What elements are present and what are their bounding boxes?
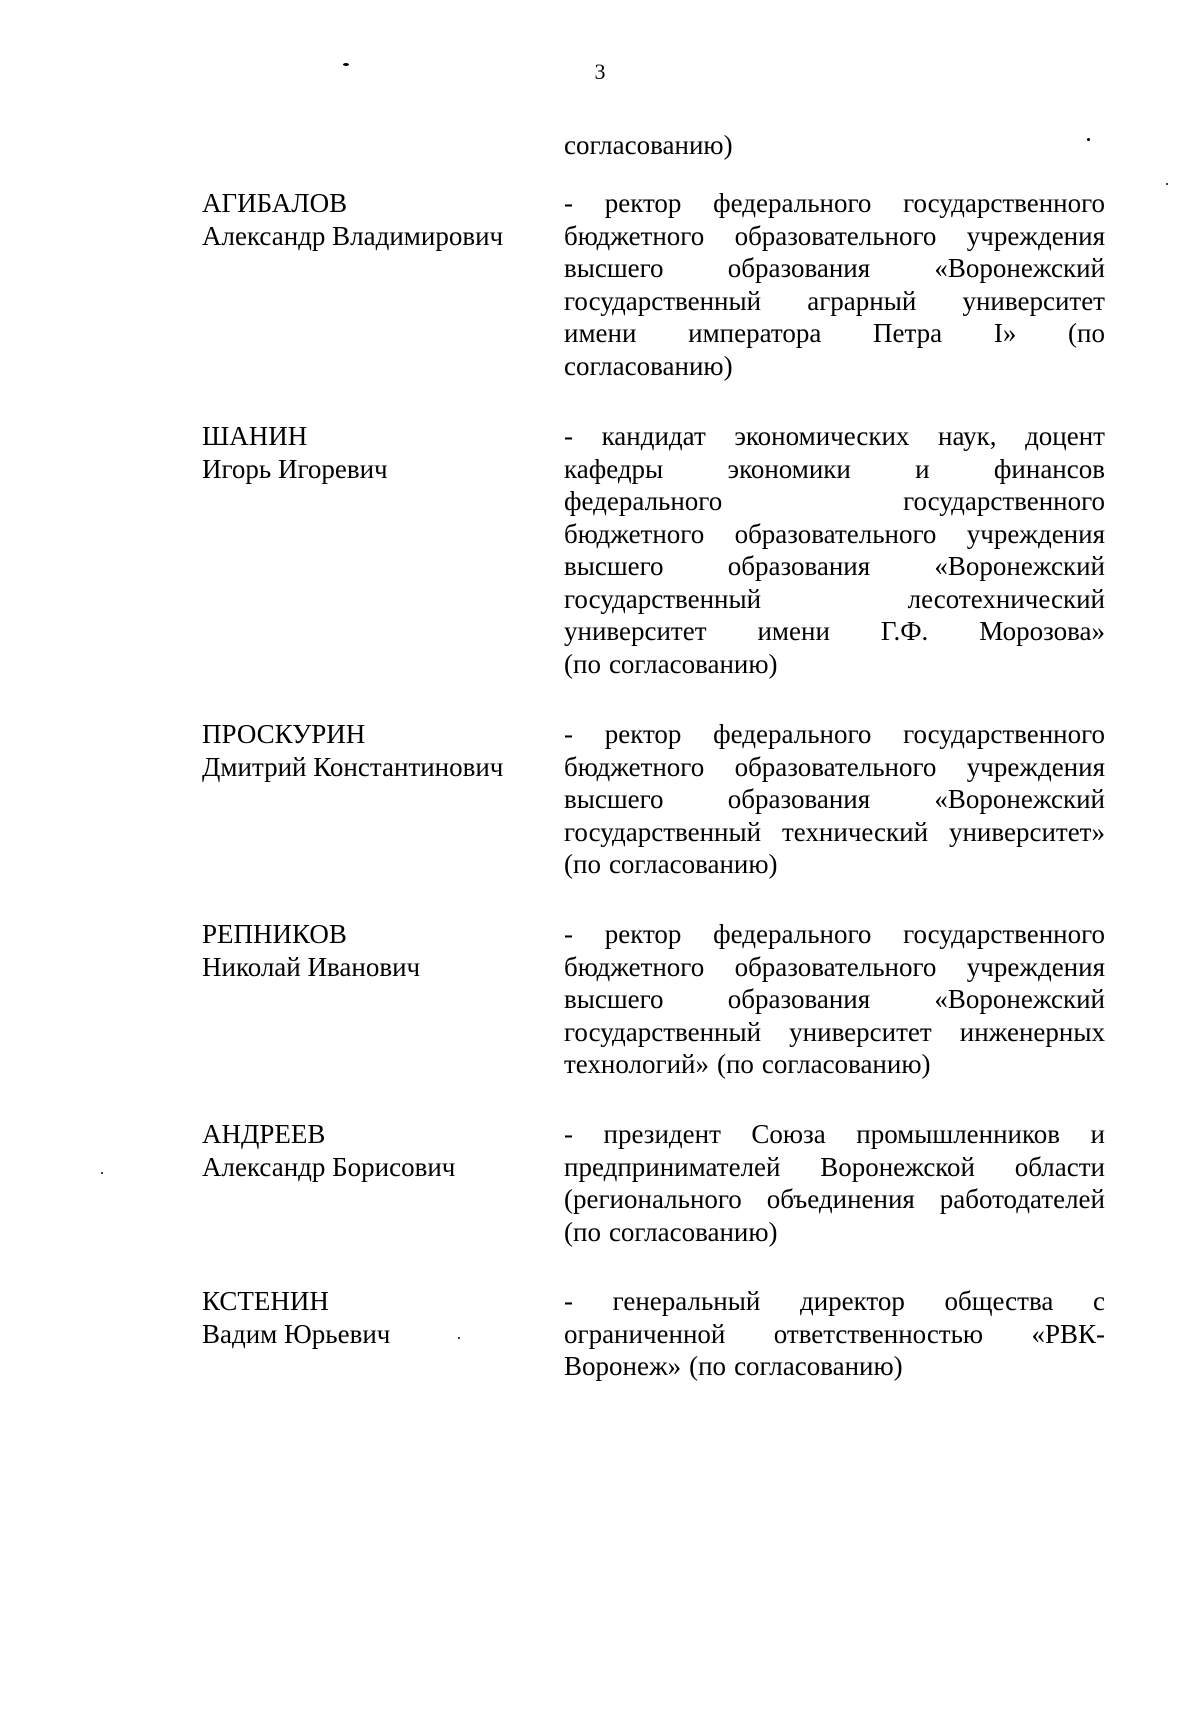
member-name: [202, 1285, 542, 1350]
position-word: технический: [782, 816, 929, 847]
position-word: -: [564, 719, 573, 749]
position-word: ректор: [604, 719, 682, 749]
position-word: бюджетного: [564, 951, 705, 982]
position-word: государственный: [564, 816, 762, 847]
position-word: государственный: [564, 1016, 762, 1047]
member-position: [564, 187, 1105, 382]
position-line: [564, 1216, 1105, 1249]
position-word: аграрный: [807, 285, 917, 316]
position-word: (по: [564, 849, 601, 879]
position-word: государственного: [903, 719, 1105, 749]
position-word: университет: [789, 1016, 932, 1047]
position-word: генеральный: [612, 1286, 761, 1316]
position-line: [564, 918, 1105, 951]
position-line: [564, 983, 1105, 1016]
position-word: доцент: [1025, 421, 1105, 451]
position-word: высшего: [564, 551, 664, 581]
member-surname: АГИБАЛОВ: [202, 188, 348, 218]
position-word: (по: [716, 1049, 754, 1079]
member-given-names: Игорь Игоревич: [202, 453, 388, 484]
member-position: [564, 1118, 1105, 1248]
position-word: образовательного: [734, 951, 937, 982]
position-word: имени: [564, 318, 637, 348]
position-word: федерального: [713, 188, 872, 218]
member-name: [202, 420, 542, 485]
position-word: (по: [564, 1216, 601, 1247]
position-word: университет: [962, 285, 1105, 316]
position-word: согласованию): [761, 1049, 931, 1079]
position-word: имени: [757, 616, 830, 646]
scan-speck: [343, 63, 349, 66]
position-word: с: [1092, 1286, 1105, 1316]
member-given-names: Александр Владимирович: [202, 220, 504, 251]
position-word: учреждения: [966, 951, 1105, 982]
scan-speck: [1166, 183, 1168, 185]
position-word: I»: [993, 318, 1017, 348]
position-word: -: [564, 1286, 573, 1316]
position-word: экономики: [727, 453, 851, 484]
member-position: [564, 718, 1105, 881]
position-line: [564, 783, 1105, 816]
position-line: [564, 317, 1105, 350]
position-word: «РВК-: [1031, 1318, 1105, 1349]
position-line: [564, 615, 1105, 648]
position-word: государственный: [564, 285, 762, 316]
position-word: «Воронежский: [934, 551, 1105, 581]
position-word: «Воронежский: [934, 784, 1105, 814]
position-word: -: [564, 421, 573, 451]
position-line: [564, 583, 1105, 616]
position-word: образовательного: [734, 751, 937, 782]
position-line: [564, 187, 1105, 220]
member-given-names: Дмитрий Константинович: [202, 751, 504, 782]
position-word: согласованию): [564, 350, 733, 381]
position-line: [564, 1016, 1105, 1049]
position-word: (по: [1068, 318, 1105, 348]
position-word: предпринимателей: [564, 1151, 781, 1182]
position-line: [564, 1183, 1105, 1216]
member-surname: ШАНИН: [202, 421, 308, 451]
member-given-names: Вадим Юрьевич: [202, 1318, 391, 1349]
member-name: [202, 1118, 542, 1183]
position-word: образовательного: [734, 518, 937, 549]
position-word: инженерных: [959, 1016, 1105, 1047]
position-word: ограниченной: [564, 1318, 726, 1349]
continuation-text: согласованию): [564, 130, 733, 160]
scan-speck: [458, 1337, 460, 1339]
position-line: [564, 453, 1105, 486]
position-word: учреждения: [966, 518, 1105, 549]
position-word: -: [564, 188, 573, 218]
position-word: федерального: [564, 486, 723, 516]
position-word: работодателей: [939, 1184, 1105, 1214]
position-word: экономических: [734, 421, 910, 451]
position-word: лесотехнический: [907, 583, 1105, 614]
position-line: [564, 648, 1105, 681]
position-line: [564, 718, 1105, 751]
position-word: финансов: [993, 453, 1105, 484]
position-word: и: [915, 453, 930, 484]
position-word: согласованию): [734, 1351, 903, 1381]
position-word: бюджетного: [564, 220, 705, 251]
position-line: [564, 848, 1105, 881]
member-surname: ПРОСКУРИН: [202, 719, 366, 749]
member-position: [564, 420, 1105, 680]
position-word: бюджетного: [564, 518, 705, 549]
position-word: -: [564, 919, 573, 949]
position-word: согласованию): [608, 648, 778, 679]
position-word: бюджетного: [564, 751, 705, 782]
position-line: [564, 350, 1105, 383]
position-word: кафедры: [564, 453, 664, 484]
position-word: (по: [564, 648, 601, 679]
position-word: образования: [727, 984, 871, 1014]
position-word: согласованию): [608, 849, 778, 879]
position-word: и: [1090, 1119, 1105, 1149]
position-line: [564, 751, 1105, 784]
position-line: [564, 420, 1105, 453]
position-word: государственного: [903, 486, 1105, 516]
member-surname: РЕПНИКОВ: [202, 919, 347, 949]
position-word: государственный: [564, 583, 762, 614]
position-word: императора: [688, 318, 822, 348]
position-word: высшего: [564, 984, 664, 1014]
position-word: объединения: [766, 1184, 915, 1214]
position-line: [564, 518, 1105, 551]
position-word: промышленников: [856, 1119, 1061, 1149]
position-word: (по: [689, 1351, 727, 1381]
position-word: наук,: [938, 421, 997, 451]
page-number: 3: [594, 59, 606, 84]
position-word: «Воронежский: [934, 253, 1105, 283]
position-word: учреждения: [966, 220, 1105, 251]
position-word: образования: [727, 551, 871, 581]
position-word: федерального: [713, 919, 872, 949]
position-line: [564, 285, 1105, 318]
member-surname: КСТЕНИН: [202, 1286, 329, 1316]
position-word: ректор: [604, 188, 682, 218]
position-word: ректор: [604, 919, 682, 949]
position-word: образования: [727, 784, 871, 814]
position-word: Г.Ф.: [880, 616, 929, 646]
member-position: [564, 918, 1105, 1081]
position-word: образовательного: [734, 220, 937, 251]
position-line: [564, 550, 1105, 583]
position-word: Морозова»: [979, 616, 1105, 646]
position-word: университет: [564, 616, 707, 646]
position-line: [564, 951, 1105, 984]
member-given-names: Александр Борисович: [202, 1151, 456, 1182]
scan-speck: [1087, 138, 1090, 141]
position-word: государственного: [903, 919, 1105, 949]
position-word: ответственностью: [773, 1318, 984, 1349]
position-line: [564, 1048, 1105, 1081]
position-word: учреждения: [966, 751, 1105, 782]
position-line: [564, 220, 1105, 253]
position-line: [564, 1118, 1105, 1151]
position-word: технологий»: [564, 1049, 709, 1079]
position-word: согласованию): [608, 1216, 778, 1247]
scan-speck: [101, 1172, 103, 1174]
position-line: [564, 1151, 1105, 1184]
member-surname: АНДРЕЕВ: [202, 1119, 326, 1149]
position-word: образования: [727, 253, 871, 283]
position-word: университет»: [948, 816, 1105, 847]
position-word: федерального: [713, 719, 872, 749]
position-word: директор: [799, 1286, 905, 1316]
position-word: (регионального: [564, 1184, 742, 1214]
position-word: -: [564, 1119, 573, 1149]
position-word: Воронеж»: [564, 1351, 682, 1381]
position-word: президент: [603, 1119, 721, 1149]
position-word: Воронежской: [820, 1151, 976, 1182]
position-word: Союза: [751, 1119, 826, 1149]
member-name: [202, 918, 542, 983]
member-name: [202, 718, 542, 783]
position-line: [564, 1285, 1105, 1318]
position-line: [564, 485, 1105, 518]
position-line: [564, 252, 1105, 285]
position-word: кандидат: [601, 421, 706, 451]
position-word: «Воронежский: [934, 984, 1105, 1014]
position-word: области: [1014, 1151, 1105, 1182]
position-word: Петра: [873, 318, 943, 348]
position-word: государственного: [903, 188, 1105, 218]
position-line: [564, 816, 1105, 849]
position-word: общества: [944, 1286, 1054, 1316]
position-line: [564, 1318, 1105, 1351]
member-name: [202, 187, 542, 252]
member-position: [564, 1285, 1105, 1383]
position-word: высшего: [564, 784, 664, 814]
member-given-names: Николай Иванович: [202, 951, 421, 982]
position-line: [564, 1350, 1105, 1383]
position-word: высшего: [564, 253, 664, 283]
